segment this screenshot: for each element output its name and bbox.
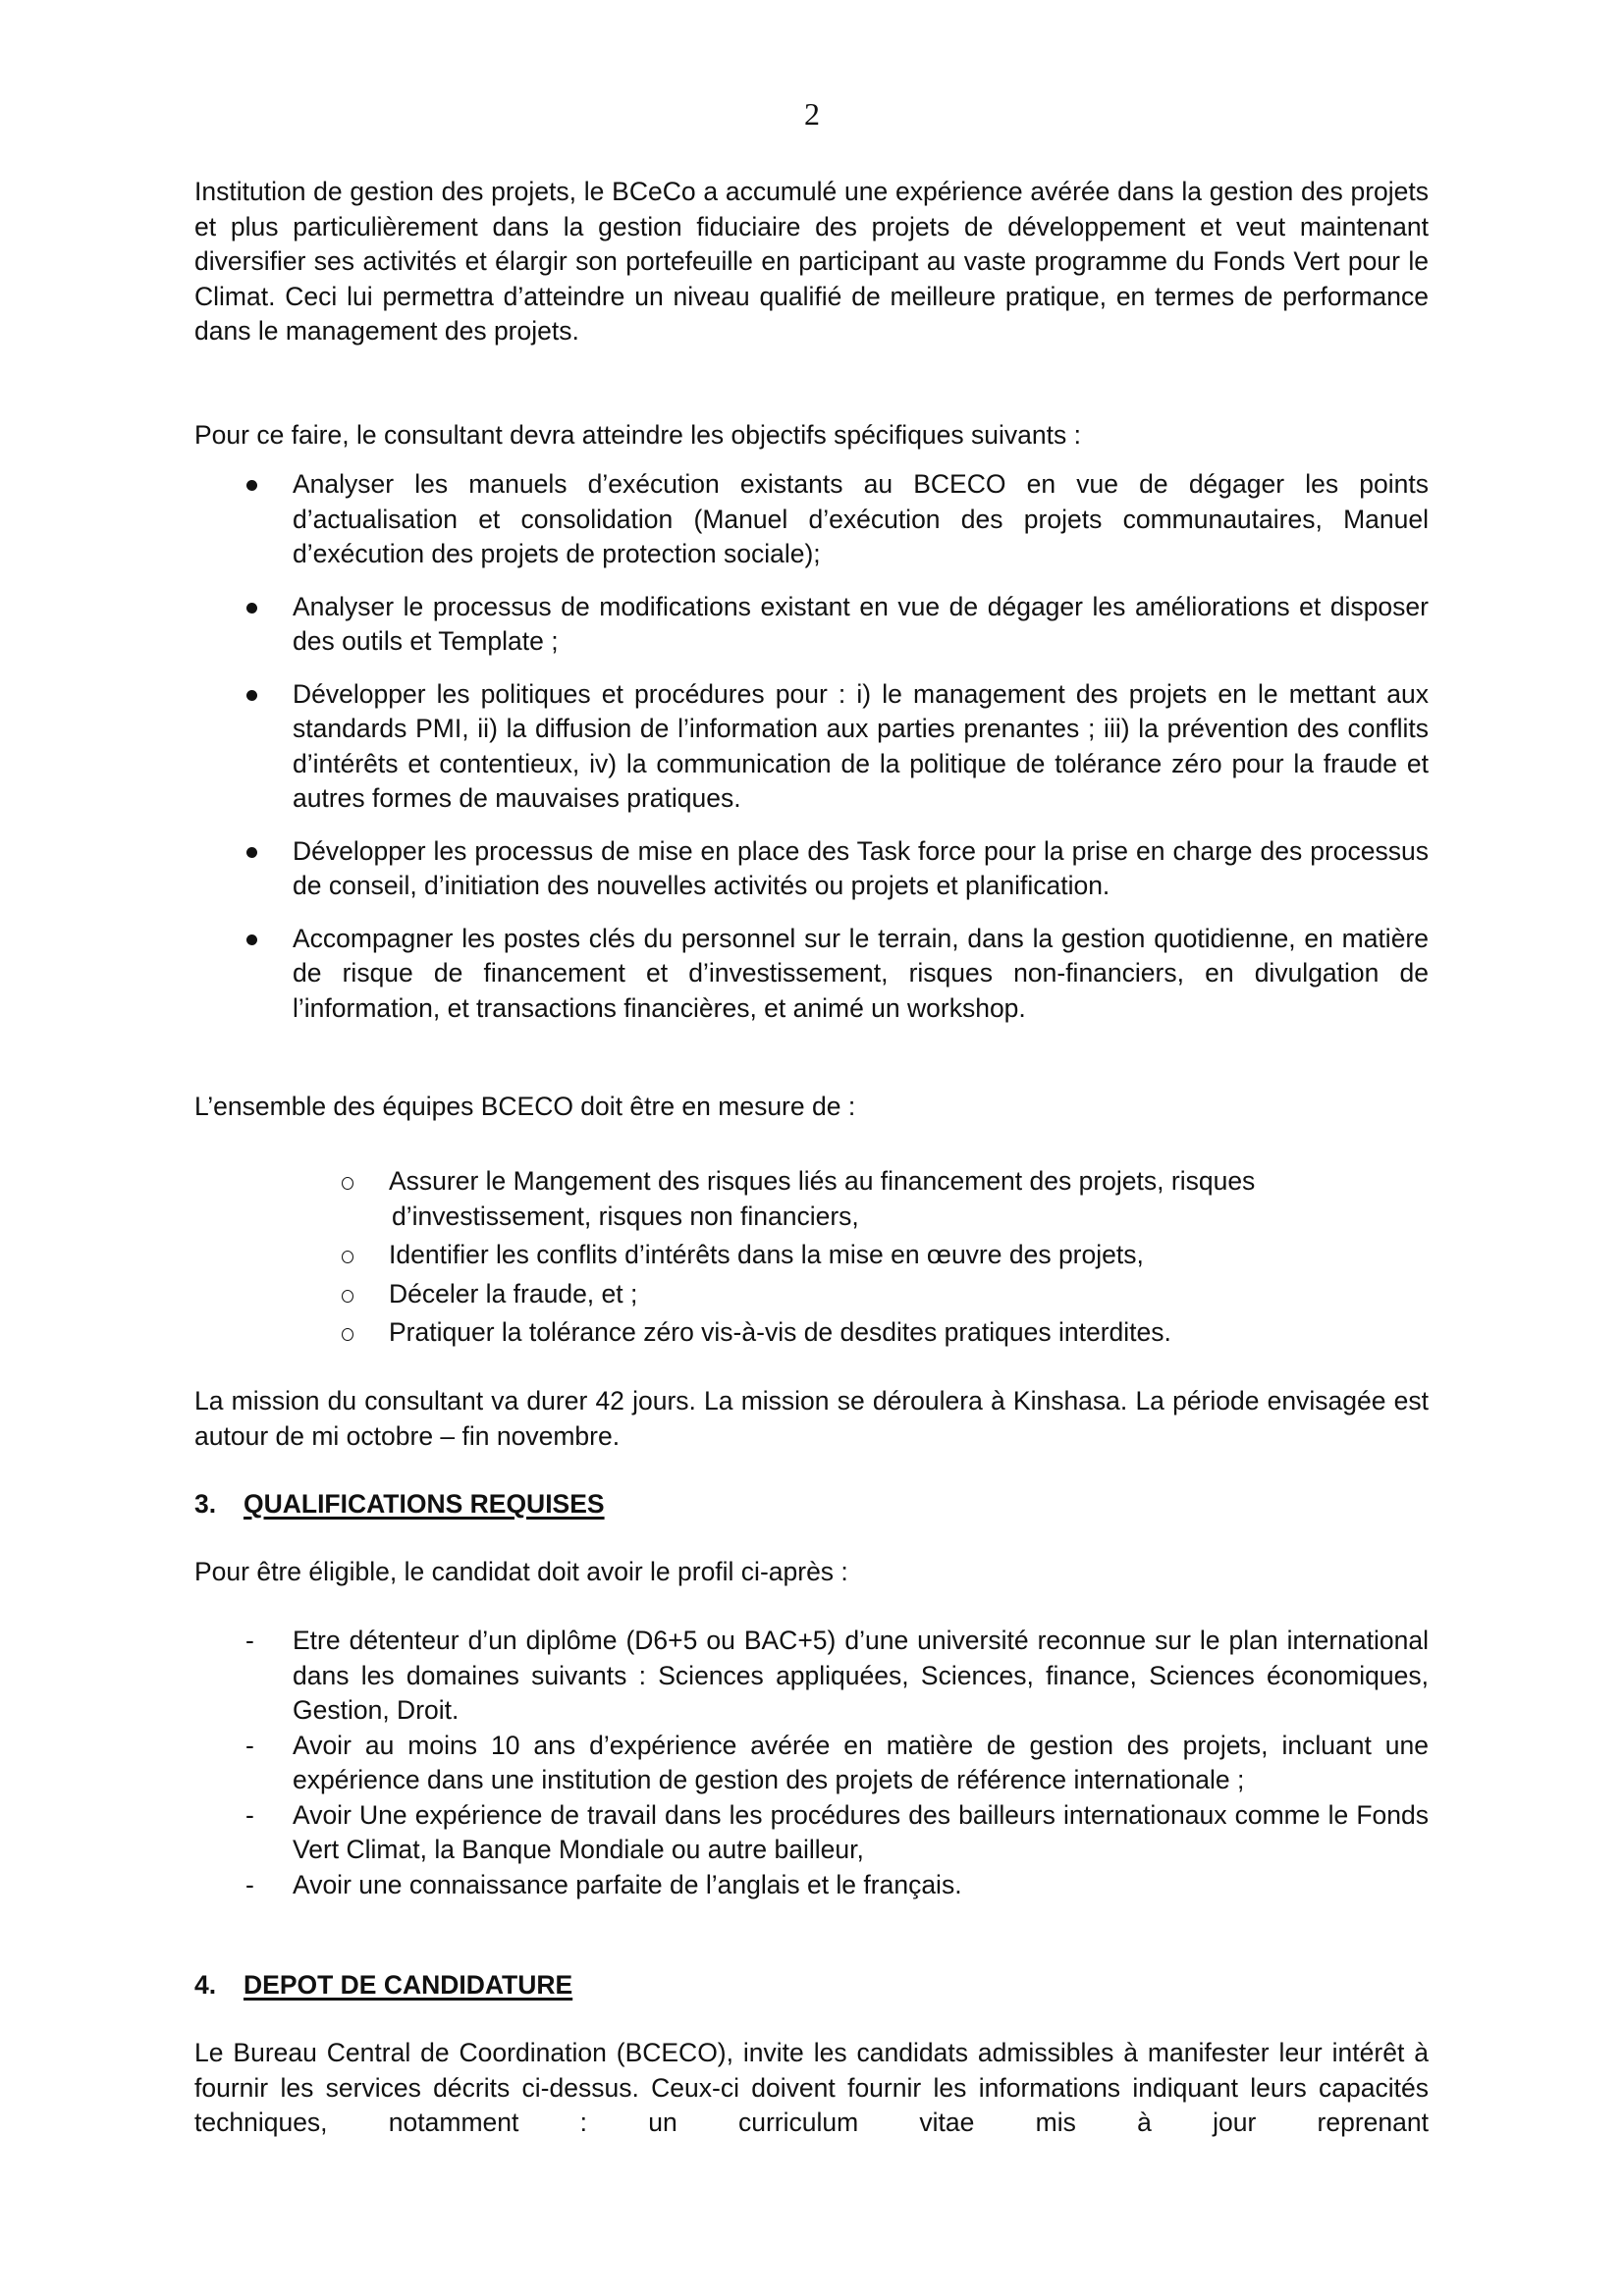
objective-text: Analyser le processus de modifications existant en vue de dégager les améliorations et disposer des outils et Template ; (293, 591, 1429, 656)
dash-bullet-icon: - (245, 1799, 254, 1830)
bullet-icon (246, 480, 257, 491)
section-4-paragraph: Le Bureau Central de Coordination (BCECO), invite les candidats admissibles à manifester leur intérêt à fournir les services décrits ci-dessus. Ceux-ci doivent fournir les informations indiquant leurs capacités techniques, notamment : un curriculum vitae mis à jour reprenant (194, 2038, 1429, 2137)
bullet-icon (246, 690, 257, 701)
requirement-text: Avoir au moins 10 ans d’expérience avérée en matière de gestion des projets, incluant une expérience dans une institution de gestion des projets de référence internationale ; (293, 1730, 1429, 1794)
objective-text: Développer les processus de mise en place des Task force pour la prise en charge des processus de conseil, d’initiation des nouvelles activités ou projets et planification. (293, 835, 1429, 900)
objective-item (194, 677, 1429, 817)
objective-item (194, 590, 1429, 660)
requirement-item (194, 1624, 1429, 1729)
circle-bullet-icon (342, 1328, 353, 1341)
objective-item (194, 834, 1429, 904)
intro-paragraph: Institution de gestion des projets, le BCeCo a accumulé une expérience avérée dans la gestion des projets et plus particulièrement dans la gestion fiduciaire des projets de développement et veut maintenant diversifier ses activités et élargir son portefeuille en participant au vaste programme du Fonds Vert pour le Climat. Ceci lui permettra d’atteindre un niveau qualifié de meilleure pratique, en termes de performance dans le management des projets. (194, 177, 1429, 346)
requirement-text: Avoir Une expérience de travail dans les procédures des bailleurs internationaux comme le Fonds Vert Climat, la Banque Mondiale ou autre bailleur, (293, 1799, 1429, 1864)
section-4-title: DEPOT DE CANDIDATURE (244, 1970, 573, 2000)
bullet-icon (246, 934, 257, 945)
capability-item (194, 1238, 1429, 1273)
capability-text: Déceler la fraude, et ; (389, 1278, 638, 1308)
section-4-heading (194, 1968, 572, 2002)
section-4-number: 4. (194, 1970, 217, 2000)
dash-bullet-icon: - (245, 1626, 254, 1655)
section-3-title: QUALIFICATIONS REQUISES (244, 1489, 605, 1519)
capability-item (194, 1315, 1429, 1351)
bullet-icon (246, 847, 257, 858)
objective-item (194, 467, 1429, 572)
teams-intro: L’ensemble des équipes BCECO doit être en mesure de : (194, 1092, 856, 1121)
bullet-icon (246, 603, 257, 614)
objective-text: Accompagner les postes clés du personnel sur le terrain, dans la gestion quotidienne, en matière de risque de financement et d’investissement, risques non-financiers, en divulgation de l’information, et transactions financières, et animé un workshop. (293, 923, 1429, 1023)
section-3-number: 3. (194, 1489, 217, 1519)
objectives-intro: Pour ce faire, le consultant devra atteindre les objectifs spécifiques suivants : (194, 420, 1081, 450)
circle-bullet-icon (342, 1290, 353, 1303)
capability-text: Assurer le Mangement des risques liés au financement des projets, risques (389, 1166, 1256, 1196)
dash-bullet-icon: - (245, 1730, 254, 1760)
capability-text: Pratiquer la tolérance zéro vis-à-vis de desdites pratiques interdites. (389, 1317, 1171, 1347)
requirement-text: Avoir une connaissance parfaite de l’anglais et le français. (293, 1869, 962, 1899)
requirements-list (194, 1624, 1429, 1902)
objectives-list (194, 467, 1429, 1026)
mission-paragraph: La mission du consultant va durer 42 jours. La mission se déroulera à Kinshasa. La période envisagée est autour de mi octobre – fin novembre. (194, 1386, 1429, 1451)
capability-text-continued: d’investissement, risques non financiers, (392, 1201, 859, 1231)
section-3-heading (194, 1487, 605, 1522)
capability-item (194, 1164, 1429, 1234)
page-number: 2 (804, 96, 820, 132)
objective-text: Analyser les manuels d’exécution existants au BCECO en vue de dégager les points d’actualisation et consolidation (Manuel d’exécution des projets communautaires, Manuel d’exécution des projets de protection sociale); (293, 469, 1429, 568)
circle-bullet-icon (342, 1177, 353, 1190)
requirement-item (194, 1798, 1429, 1868)
team-capabilities-list (194, 1164, 1429, 1351)
capability-text: Identifier les conflits d’intérêts dans la mise en œuvre des projets, (389, 1240, 1144, 1269)
objective-text: Développer les politiques et procédures pour : i) le management des projets en le mettant aux standards PMI, ii) la diffusion de l’information aux parties prenantes ; iii) la prévention des conflits d’intérêts et contentieux, iv) la communication de la politique de tolérance zéro pour la fraude et autres formes de mauvaises pratiques. (293, 678, 1429, 813)
capability-item (194, 1277, 1429, 1312)
section-3-intro: Pour être éligible, le candidat doit avoir le profil ci-après : (194, 1557, 848, 1586)
requirement-item (194, 1729, 1429, 1798)
circle-bullet-icon (342, 1251, 353, 1263)
requirement-text: Etre détenteur d’un diplôme (D6+5 ou BAC+5) d’une université reconnue sur le plan international dans les domaines suivants : Sciences appliquées, Sciences, finance, Sciences économiques, Gestion, Droit. (293, 1626, 1429, 1725)
objective-item (194, 922, 1429, 1027)
requirement-item (194, 1868, 1429, 1903)
dash-bullet-icon: - (245, 1869, 254, 1899)
